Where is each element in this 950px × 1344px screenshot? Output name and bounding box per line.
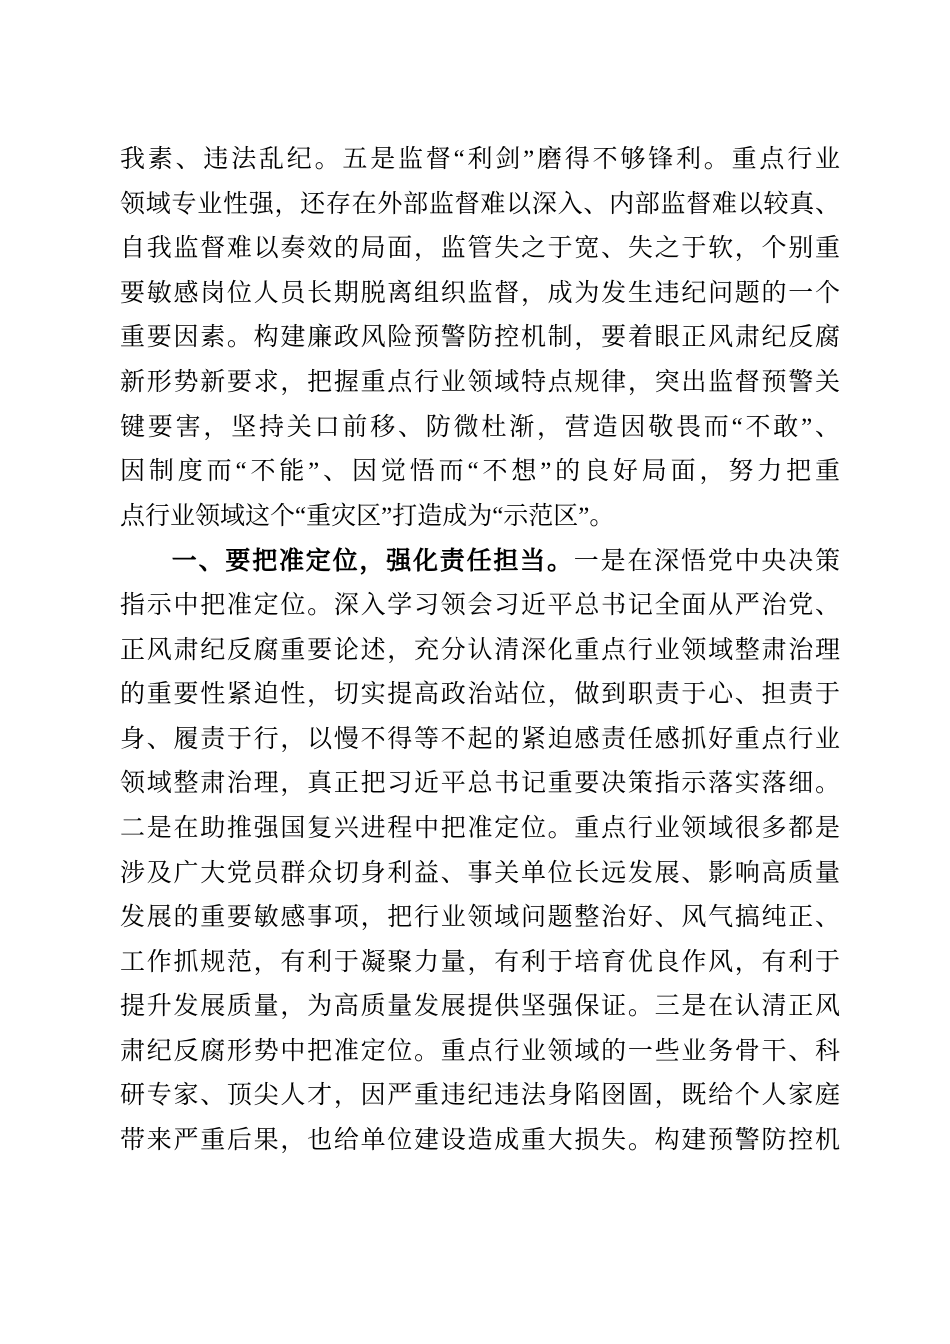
text-line: 因制度而“不能”、因觉悟而“不想”的良好局面，努力把重 — [120, 458, 840, 486]
text-line: 提升发展质量，为高质量发展提供坚强保证。三是在认清正风 — [120, 993, 840, 1021]
text-line: 正风肃纪反腐重要论述，充分认清深化重点行业领域整肃治理 — [120, 636, 840, 664]
text-line: 指示中把准定位。深入学习领会习近平总书记全面从严治党、 — [120, 591, 840, 619]
text-line: 涉及广大党员群众切身利益、事关单位长远发展、影响高质量 — [120, 859, 840, 887]
text-line: 研专家、顶尖人才，因严重违纪违法身陷囹圄，既给个人家庭 — [120, 1082, 840, 1110]
text-line: 身、履责于行，以慢不得等不起的紧迫感责任感抓好重点行业 — [120, 725, 840, 753]
text-line: 重要因素。构建廉政风险预警防控机制，要着眼正风肃纪反腐 — [120, 324, 840, 352]
text-line: 的重要性紧迫性，切实提高政治站位，做到职责于心、担责于 — [120, 681, 840, 709]
text-line: 键要害，坚持关口前移、防微杜渐，营造因敬畏而“不敢”、 — [120, 413, 840, 441]
text-line: 点行业领域这个“重灾区”打造成为“示范区”。 — [120, 502, 615, 530]
text-line: 领域专业性强，还存在外部监督难以深入、内部监督难以较真、 — [120, 190, 840, 218]
text-line: 二是在助推强国复兴进程中把准定位。重点行业领域很多都是 — [120, 814, 840, 842]
document-body — [120, 138, 840, 1164]
text-line: 领域整肃治理，真正把习近平总书记重要决策指示落实落细。 — [120, 770, 840, 798]
text-line: 要敏感岗位人员长期脱离组织监督，成为发生违纪问题的一个 — [120, 279, 840, 307]
text-line: 工作抓规范，有利于凝聚力量，有利于培育优良作风，有利于 — [120, 948, 840, 976]
text-line: 自我监督难以奏效的局面，监管失之于宽、失之于软，个别重 — [120, 235, 840, 263]
section-heading-line — [120, 539, 840, 584]
text-line: 肃纪反腐形势中把准定位。重点行业领域的一些业务骨干、科 — [120, 1037, 840, 1065]
text-line: 发展的重要敏感事项，把行业领域问题整治好、风气搞纯正、 — [120, 904, 840, 932]
text-line: 新形势新要求，把握重点行业领域特点规律，突出监督预警关 — [120, 368, 840, 396]
section-one-heading: 一、要把准定位，强化责任担当。 — [170, 547, 574, 576]
text-line: 我素、违法乱纪。五是监督“利剑”磨得不够锋利。重点行业 — [120, 146, 840, 173]
section-one-heading-tail: 一是在深悟党中央决策 — [573, 548, 840, 576]
text-line: 带来严重后果，也给单位建设造成重大损失。构建预警防控机 — [120, 1127, 840, 1155]
